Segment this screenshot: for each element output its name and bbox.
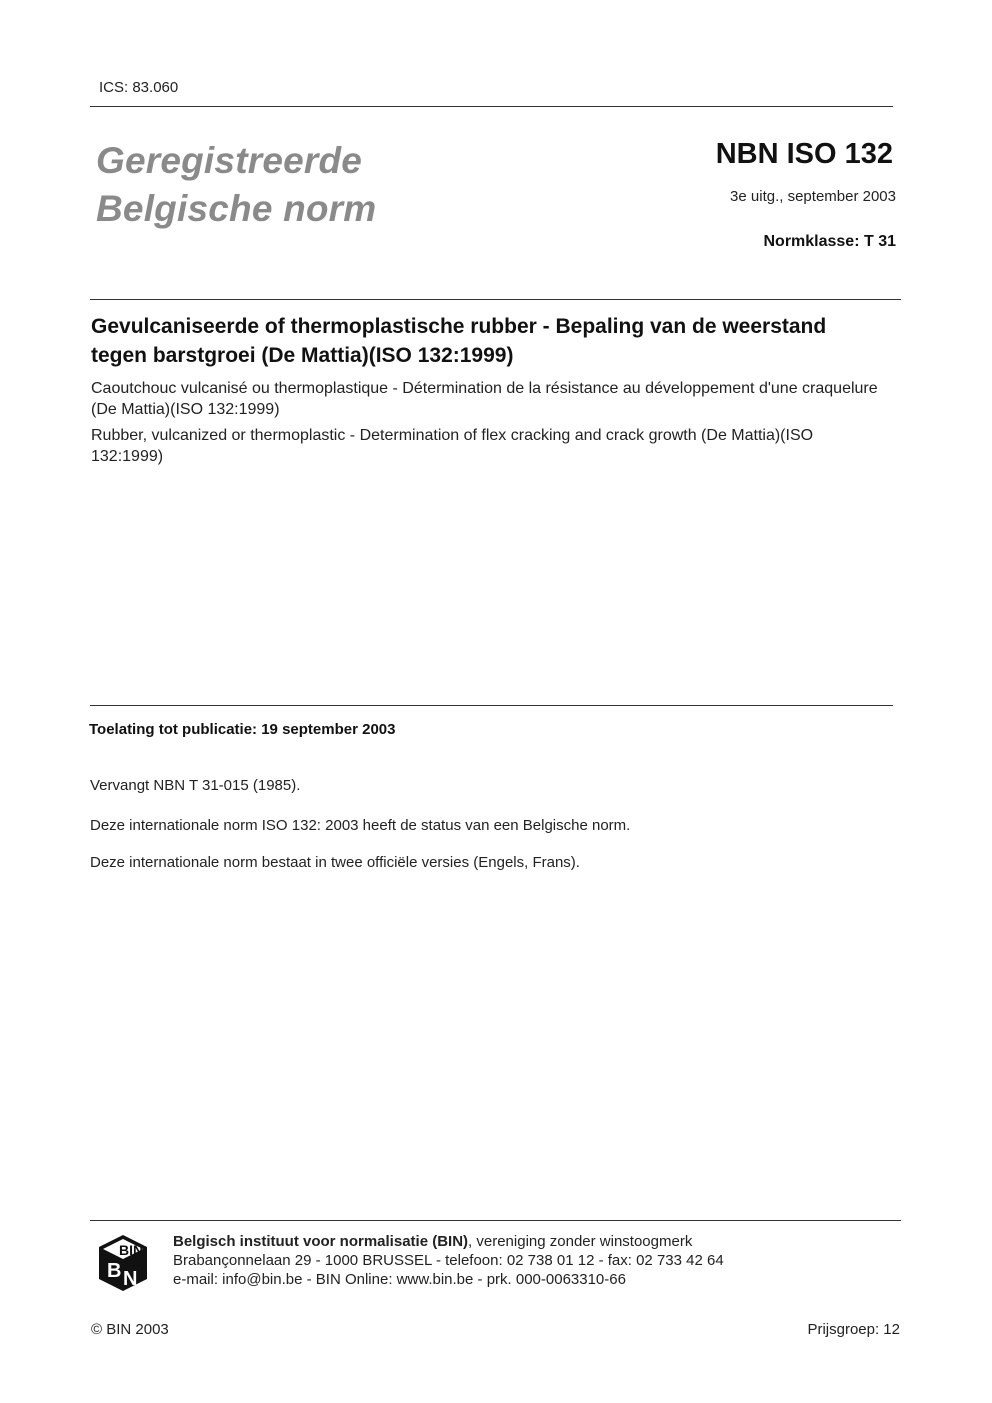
org-contact: e-mail: info@bin.be - BIN Online: www.bin.be - prk. 000-0063310-66 — [173, 1271, 626, 1288]
org-address: Brabançonnelaan 29 - 1000 BRUSSEL - telefoon: 02 738 01 12 - fax: 02 733 42 64 — [173, 1252, 724, 1269]
svg-text:N: N — [123, 1268, 138, 1290]
replaces-text: Vervangt NBN T 31-015 (1985). — [90, 777, 301, 794]
brand-line-1: Geregistreerde — [96, 140, 363, 181]
logo-text: BIN — [119, 1242, 144, 1258]
svg-text:B: B — [107, 1260, 122, 1282]
status-text: Deze internationale norm ISO 132: 2003 heeft de status van een Belgische norm. — [90, 817, 631, 834]
org-name: Belgisch instituut voor normalisatie (BIN) — [173, 1233, 469, 1250]
bin-logo — [97, 1233, 149, 1293]
brand-line-2: Belgische norm — [96, 188, 377, 229]
header-rule — [90, 106, 893, 107]
ics-code: ICS: 83.060 — [99, 79, 179, 96]
body-rule — [90, 705, 893, 706]
brand-title — [96, 137, 376, 233]
price-group: Prijsgroep: 12 — [807, 1321, 900, 1338]
title-english: Rubber, vulcanized or thermoplastic - Determination of flex cracking and crack growth (De Mattia)(ISO 132:1999) — [91, 427, 814, 465]
copyright: © BIN 2003 — [91, 1321, 169, 1338]
title-french: Caoutchouc vulcanisé ou thermoplastique - Détermination de la résistance au développement d'une craquelure (De Mattia)(ISO 132:1999) — [91, 380, 878, 418]
org-line — [173, 1232, 724, 1251]
versions-text: Deze internationale norm bestaat in twee officiële versies (Engels, Frans). — [90, 854, 580, 871]
edition-date: 3e uitg., september 2003 — [730, 188, 896, 205]
footer-contact — [173, 1232, 724, 1289]
title-dutch: Gevulcaniseerde of thermoplastische rubber - Bepaling van de weerstand tegen barstgroei (De Mattia)(ISO 132:1999) — [91, 315, 827, 367]
norm-class: Normklasse: T 31 — [763, 233, 896, 250]
footer-rule — [90, 1220, 901, 1221]
standard-code: NBN ISO 132 — [715, 138, 893, 170]
publication-approval: Toelating tot publicatie: 19 september 2003 — [89, 721, 396, 738]
title-rule — [90, 299, 901, 300]
org-suffix: , vereniging zonder winstoogmerk — [468, 1233, 693, 1250]
